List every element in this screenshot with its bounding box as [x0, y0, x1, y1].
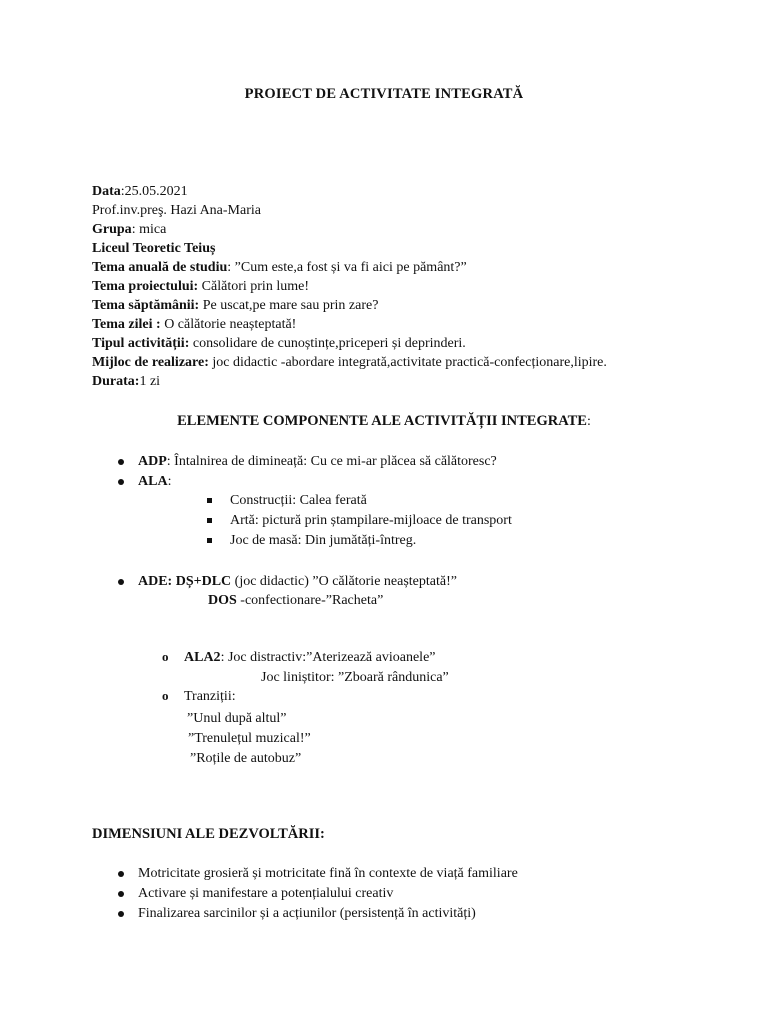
- tranzitie-item: ”Roțile de autobuz”: [190, 751, 302, 766]
- circle-bullet-icon: o: [162, 688, 169, 703]
- bullet-icon: [118, 871, 124, 877]
- tipul-activitatii-value: consolidare de cunoștințe,priceperi și deprinderi.: [189, 336, 466, 351]
- mijloc-label: Mijloc de realizare:: [92, 355, 209, 370]
- dimensiune-item: Activare și manifestare a potențialului creativ: [138, 886, 394, 901]
- ala2-line: [184, 648, 436, 667]
- tema-proiect-label: Tema proiectului:: [92, 279, 199, 294]
- data-value: :25.05.2021: [120, 184, 188, 199]
- elemente-heading: [0, 412, 768, 431]
- ade-label: ADE: DȘ+DLC: [138, 574, 232, 589]
- bullet-icon: [118, 911, 124, 917]
- adp-label: ADP: [138, 454, 167, 469]
- grupa-line: [92, 220, 166, 239]
- ala-suffix: :: [167, 474, 172, 489]
- tema-anuala-value: : ”Cum este,a fost și va fi aici pe pământ?”: [227, 260, 467, 275]
- ala-line: [138, 472, 171, 491]
- bullet-icon: [118, 479, 124, 485]
- mijloc-line: [92, 353, 607, 372]
- bullet-icon: [118, 579, 124, 585]
- durata-line: [92, 372, 160, 391]
- bullet-icon: [118, 891, 124, 897]
- tema-zilei-label: Tema zilei :: [92, 317, 161, 332]
- tranzitii-label: Tranziții:: [184, 689, 236, 704]
- durata-label: Durata:: [92, 374, 140, 389]
- ala2-label: ALA2: [184, 650, 221, 665]
- ade-line: [138, 572, 457, 591]
- tema-zilei-line: [92, 315, 296, 334]
- dimensiuni-heading: DIMENSIUNI ALE DEZVOLTĂRII:: [92, 826, 325, 842]
- square-bullet-icon: [207, 518, 212, 523]
- liceu-line: Liceul Teoretic Teiuș: [92, 241, 216, 256]
- circle-bullet-icon: o: [162, 649, 169, 664]
- mijloc-value: joc didactic -abordare integrată,activitate practică-confecționare,lipire.: [208, 355, 607, 370]
- square-bullet-icon: [207, 538, 212, 543]
- dos-value: -confectionare-”Racheta”: [236, 593, 384, 608]
- ala2-value: : Joc distractiv:”Aterizează avioanele”: [220, 650, 436, 665]
- square-bullet-icon: [207, 498, 212, 503]
- page-title: PROIECT DE ACTIVITATE INTEGRATĂ: [244, 86, 524, 102]
- dos-line: [208, 591, 383, 610]
- ala-item: Construcții: Calea ferată: [230, 493, 367, 508]
- tema-proiect-line: [92, 277, 309, 296]
- tipul-activitatii-label: Tipul activității:: [92, 336, 190, 351]
- dos-label: DOS: [208, 593, 237, 608]
- durata-value: 1 zi: [139, 374, 161, 389]
- grupa-value: : mica: [131, 222, 167, 237]
- bullet-icon: [118, 459, 124, 465]
- adp-value: : Întalnirea de dimineață: Cu ce mi-ar plăcea să călătoresc?: [166, 454, 497, 469]
- tema-saptamana-line: [92, 296, 378, 315]
- data-line: [92, 182, 188, 201]
- dimensiune-item: Motricitate grosieră și motricitate fină în contexte de viață familiare: [138, 866, 518, 881]
- tema-anuala-line: [92, 258, 467, 277]
- tema-anuala-label: Tema anuală de studiu: [92, 260, 228, 275]
- ala-item: Joc de masă: Din jumătăți-întreg.: [230, 533, 417, 548]
- elemente-heading-text: ELEMENTE COMPONENTE ALE ACTIVITĂȚII INTEGRATE: [177, 413, 587, 429]
- tema-proiect-value: Călători prin lume!: [198, 279, 309, 294]
- ade-value: (joc didactic) ”O călătorie neașteptată!”: [231, 574, 457, 589]
- ala2-line-2: Joc liniștitor: ”Zboară rândunica”: [261, 670, 449, 685]
- ala-item: Artă: pictură prin ștampilare-mijloace de transport: [230, 513, 512, 528]
- adp-line: [138, 452, 497, 471]
- tranzitie-item: ”Trenulețul muzical!”: [188, 731, 311, 746]
- data-label: Data: [92, 184, 121, 199]
- tranzitie-item: ”Unul după altul”: [187, 711, 287, 726]
- prof-line: Prof.inv.preş. Hazi Ana-Maria: [92, 203, 261, 218]
- tema-zilei-value: O călătorie neașteptată!: [160, 317, 297, 332]
- elemente-heading-suffix: :: [586, 414, 591, 429]
- tema-saptamana-label: Tema săptămânii:: [92, 298, 200, 313]
- tipul-activitatii-line: [92, 334, 466, 353]
- tema-saptamana-value: Pe uscat,pe mare sau prin zare?: [199, 298, 379, 313]
- ala-label: ALA: [138, 474, 168, 489]
- dimensiune-item: Finalizarea sarcinilor și a acțiunilor (persistență în activități): [138, 906, 476, 921]
- grupa-label: Grupa: [92, 222, 132, 237]
